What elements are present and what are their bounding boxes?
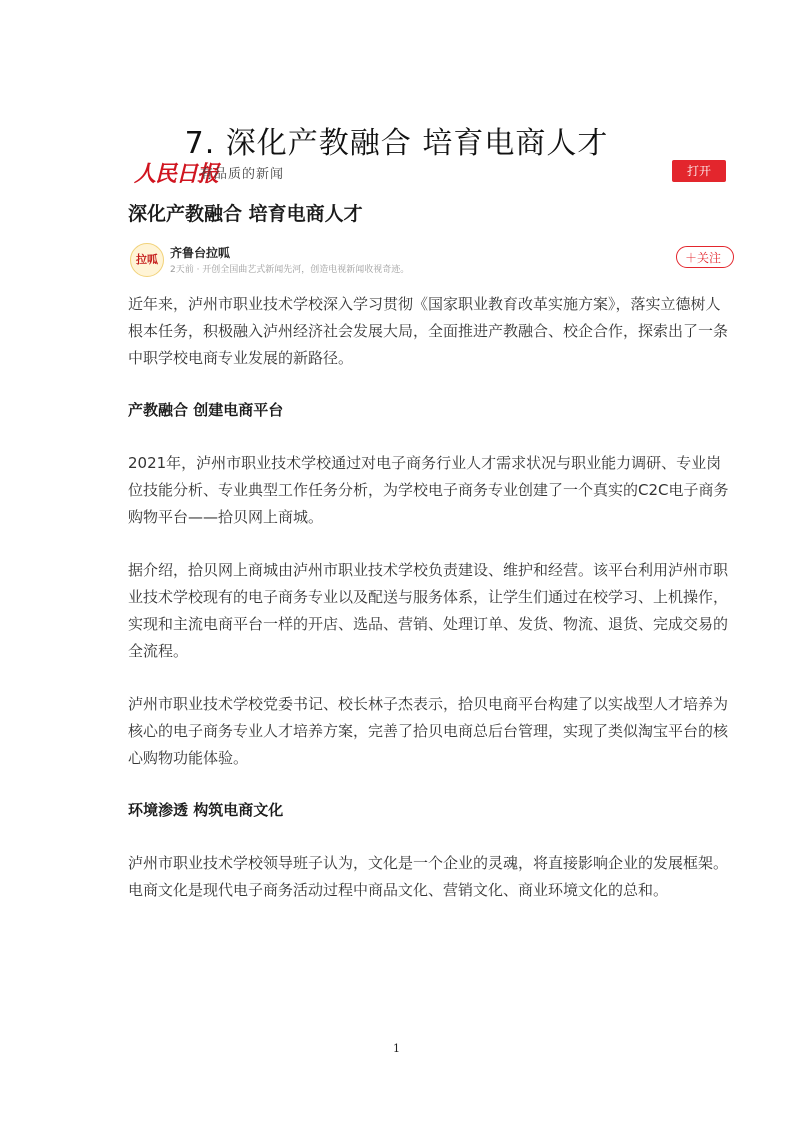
author-avatar[interactable]: 拉呱	[130, 243, 164, 277]
paragraph	[128, 850, 768, 904]
app-header	[128, 155, 726, 185]
author-row	[128, 241, 726, 281]
paragraph	[128, 450, 768, 531]
paragraph	[128, 691, 768, 772]
paragraph-line: 据介绍，拾贝网上商城由泸州市职业技术学校负责建设、维护和经营。该平台利用泸州市职	[128, 561, 729, 579]
document-title: 7. 深化产教融合 培育电商人才	[184, 126, 609, 161]
paragraph	[128, 557, 768, 665]
author-name[interactable]: 齐鲁台拉呱	[170, 246, 231, 260]
article-screenshot	[128, 155, 729, 899]
paragraph-line: 业技术学校现有的电子商务专业以及配送与服务体系，让学生们通过在校学习、上机操作，	[128, 588, 729, 606]
follow-button[interactable]: ＋关注	[676, 246, 734, 268]
paragraph-line: 2021年，泸州市职业技术学校通过对电子商务行业人才需求状况与职业能力调研、专业岗	[128, 454, 722, 472]
open-app-button[interactable]: 打开	[672, 160, 726, 182]
article-title: 深化产教融合 培育电商人才	[128, 203, 363, 225]
page-number: 1	[393, 1042, 400, 1055]
paragraph	[128, 291, 768, 372]
paragraph-line: 中职学校电商专业发展的新路径。	[128, 349, 354, 367]
section-heading: 环境渗透 构筑电商文化	[128, 801, 284, 819]
paragraph-line: 全流程。	[128, 642, 189, 660]
paragraph-line: 根本任务，积极融入泸州经济社会发展大局，全面推进产教融合、校企合作，探索出了一条	[128, 322, 729, 340]
paragraph-line: 心购物功能体验。	[128, 749, 249, 767]
author-meta: 2天前 · 开创全国曲艺式新闻先河，创造电视新闻收视奇迹。	[170, 265, 410, 275]
article-body	[128, 291, 768, 930]
app-slogan: 有品质的新闻	[200, 167, 285, 182]
app-logo: 人民日报	[134, 161, 219, 187]
section-heading: 产教融合 创建电商平台	[128, 401, 284, 419]
paragraph-line: 泸州市职业技术学校党委书记、校长林子杰表示，拾贝电商平台构建了以实战型人才培养为	[128, 695, 729, 713]
paragraph-line: 购物平台——拾贝网上商城。	[128, 508, 324, 526]
paragraph-line: 近年来，泸州市职业技术学校深入学习贯彻《国家职业教育改革实施方案》，落实立德树人	[128, 295, 721, 313]
paragraph-line: 泸州市职业技术学校领导班子认为，文化是一个企业的灵魂，将直接影响企业的发展框架。	[128, 854, 729, 872]
paragraph-line: 实现和主流电商平台一样的开店、选品、营销、处理订单、发货、物流、退货、完成交易的	[128, 615, 729, 633]
paragraph-line: 电商文化是现代电子商务活动过程中商品文化、营销文化、商业环境文化的总和。	[128, 881, 669, 899]
paragraph-line: 核心的电子商务专业人才培养方案，完善了拾贝电商总后台管理，实现了类似淘宝平台的核	[128, 722, 729, 740]
paragraph-line: 位技能分析、专业典型工作任务分析，为学校电子商务专业创建了一个真实的C2C电子商务	[128, 481, 729, 499]
